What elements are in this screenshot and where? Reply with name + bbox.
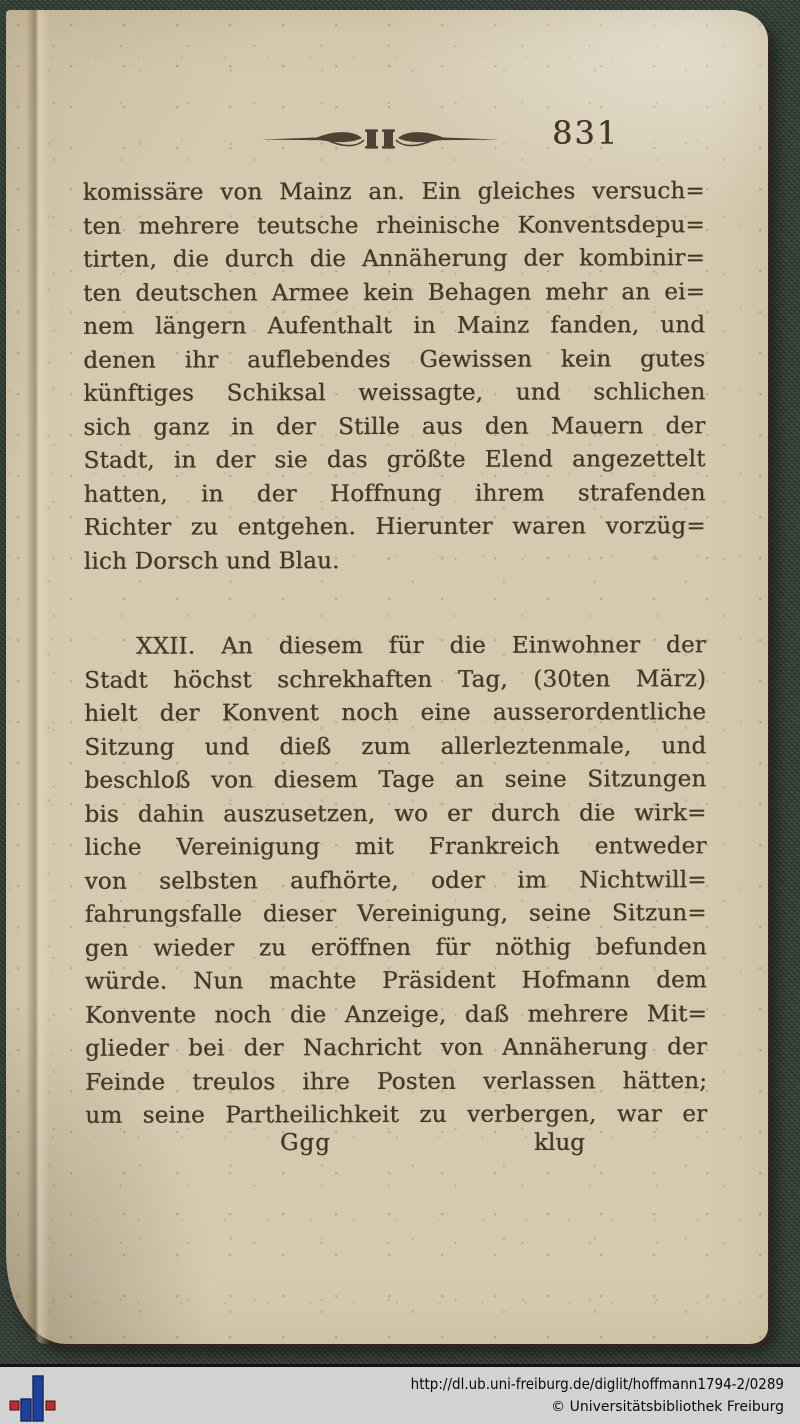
text-line: Stadt, in der sie das größte Elend angezettelt	[83, 446, 706, 474]
text-line: künftiges Schiksal weissagte, und schlichen	[83, 379, 706, 407]
body-text	[83, 175, 708, 1133]
text-line: fahrungsfalle dieser Vereinigung, seine Sitzun=	[84, 900, 707, 928]
text-line: nem längern Aufenthalt in Mainz fanden, und	[83, 312, 706, 340]
text-line: gen wieder zu eröffnen für nöthig befunden	[84, 933, 707, 962]
text-line: hielt der Konvent noch eine ausserordentliche	[84, 699, 707, 727]
text-line: beschloß von diesem Tage an seine Sitzungen	[84, 766, 707, 794]
paragraph	[83, 175, 706, 579]
text-line: liche Vereinigung mit Frankreich entweder	[84, 833, 707, 861]
text-line: von selbsten aufhörte, oder im Nichtwill=	[84, 866, 707, 895]
text-line: Richter zu entgehen. Hierunter waren vorzüg=	[83, 513, 706, 541]
signature-mark: Ggg	[280, 1130, 331, 1156]
ub-freiburg-logo-icon	[9, 1375, 59, 1423]
catchword: klug	[534, 1130, 585, 1156]
text-line: denen ihr auflebendes Gewissen kein gutes	[83, 345, 706, 374]
text-line: würde. Nun machte Präsident Hofmann dem	[84, 967, 707, 995]
page-header	[0, 112, 800, 164]
paragraph	[84, 629, 707, 1133]
text-line: hatten, in der Hoffnung ihrem strafenden	[83, 479, 706, 508]
text-line: Stadt höchst schrekhaften Tag, (30ten März)	[84, 665, 707, 694]
text-line: sich ganz in der Stille aus den Mauern der	[83, 412, 706, 441]
text-line: glieder bei der Nachricht von Annäherung der	[84, 1034, 708, 1062]
document-url: http://dl.ub.uni-freiburg.de/diglit/hoffmann1794-2/0289	[410, 1375, 784, 1393]
text-line: Konvente noch die Anzeige, daß mehrere Mit=	[84, 1000, 707, 1029]
text-line: tirten, die durch die Annäherung der kombinir=	[82, 245, 705, 273]
text-line: XXII. An diesem für die Einwohner der	[135, 632, 707, 660]
text-line: ten deutschen Armee kein Behagen mehr an ei=	[83, 278, 706, 307]
page-number: 831	[552, 114, 620, 152]
footer-text	[411, 1372, 784, 1419]
header-ornament-icon	[258, 126, 502, 152]
text-line: ten mehrere teutsche rheinische Konventsdepu=	[82, 211, 705, 240]
text-line: Sitzung und dieß zum allerleztenmale, und	[84, 732, 707, 761]
signature-line	[84, 1130, 706, 1166]
copyright-notice: © Universitätsbibliothek Freiburg	[551, 1399, 784, 1415]
viewer-footer-bar	[0, 1364, 800, 1424]
text-line: um seine Partheilichkeit zu verbergen, war er	[85, 1101, 708, 1129]
text-line: lich Dorsch und Blau.	[83, 547, 340, 575]
page-gutter-fold	[26, 10, 52, 1344]
text-line: komissäre von Mainz an. Ein gleiches versuch=	[82, 178, 705, 206]
text-line: Feinde treulos ihre Posten verlassen hätten;	[85, 1067, 708, 1096]
text-line: bis dahin auszusetzen, wo er durch die wirk=	[84, 799, 707, 828]
